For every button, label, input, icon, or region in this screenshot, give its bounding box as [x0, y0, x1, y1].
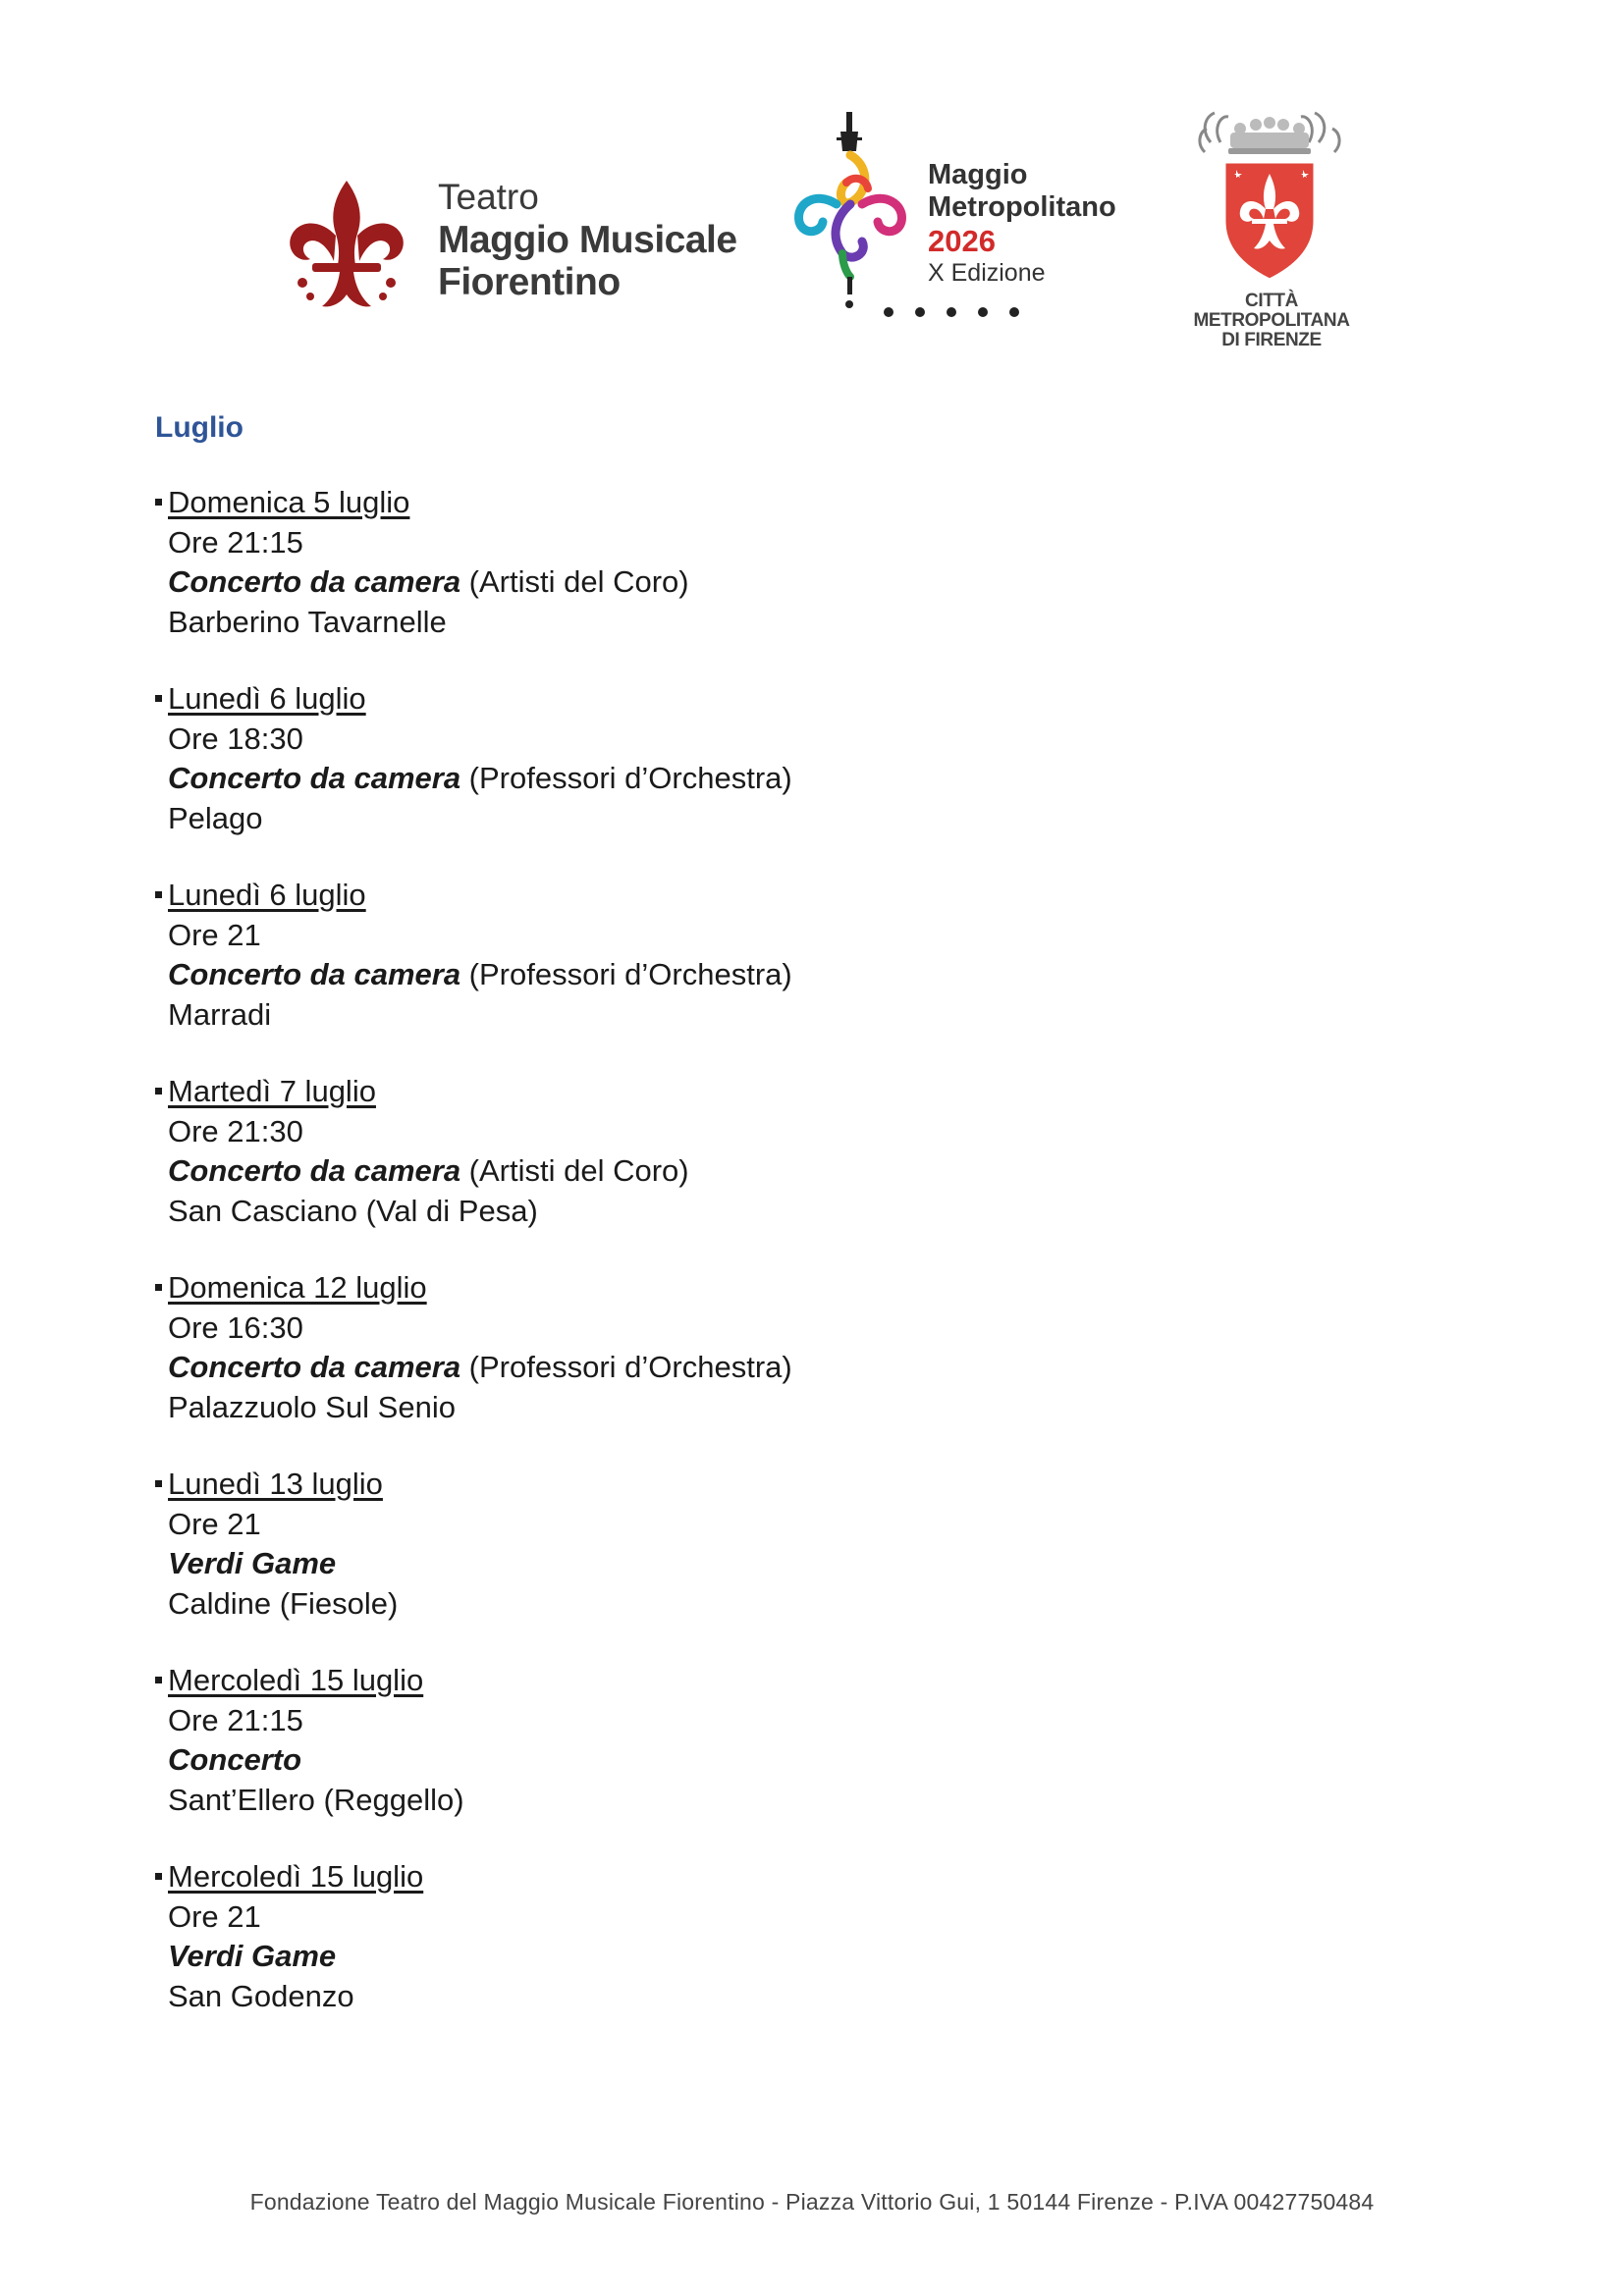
event-item: [155, 1072, 1432, 1231]
event-date: Domenica 12 luglio: [168, 1270, 427, 1305]
event-title: Concerto da camera: [168, 1350, 461, 1384]
event-time: Ore 18:30: [168, 721, 303, 756]
bullet-icon: [155, 695, 162, 702]
bullet-icon: [155, 1088, 162, 1095]
event-date-line: [155, 1465, 1432, 1505]
event-date-line: [155, 679, 1432, 720]
event-item: [155, 1661, 1432, 1820]
bullet-icon: [155, 1677, 162, 1683]
bullet-icon: [155, 891, 162, 898]
event-date-line: [155, 1072, 1432, 1112]
bullet-icon: [155, 1873, 162, 1880]
maggio-metropolitano-logo: [785, 110, 1178, 326]
event-performers: (Professori d’Orchestra): [460, 761, 792, 795]
event-time: Ore 16:30: [168, 1309, 303, 1345]
event-title: Concerto da camera: [168, 957, 461, 991]
event-date: Lunedì 6 luglio: [168, 681, 366, 716]
event-title-line: [155, 759, 1432, 799]
event-title-line: [155, 1151, 1432, 1192]
event-time: Ore 21: [168, 1506, 261, 1541]
citta-logo-line2: DI FIRENZE: [1221, 329, 1322, 350]
event-item: [155, 876, 1432, 1035]
event-title-line: [155, 1740, 1432, 1781]
content: [155, 410, 1432, 2054]
event-date-line: [155, 876, 1432, 916]
event-item: [155, 483, 1432, 642]
event-performers: (Professori d’Orchestra): [460, 1350, 792, 1384]
citta-logo-text: [1173, 292, 1370, 350]
month-heading: Luglio: [155, 411, 244, 444]
maggio-logo-edition: X Edizione: [928, 259, 1046, 287]
event-place: Barberino Tavarnelle: [168, 604, 447, 639]
event-date-line: [155, 1857, 1432, 1897]
event-performers: (Artisti del Coro): [460, 1153, 689, 1188]
maggio-logo-line1: Maggio: [928, 159, 1028, 190]
event-place: Pelago: [168, 800, 263, 835]
event-title: Concerto da camera: [168, 761, 461, 795]
bullet-icon: [155, 499, 162, 506]
event-performers: (Artisti del Coro): [460, 564, 689, 599]
violin-clef-icon: [785, 110, 923, 321]
event-place: Marradi: [168, 996, 272, 1032]
event-title: Concerto da camera: [168, 564, 461, 599]
event-item: [155, 1857, 1432, 2016]
citta-metropolitana-logo: [1173, 103, 1380, 350]
event-title: Concerto da camera: [168, 1153, 461, 1188]
citta-logo-line1: CITTÀ METROPOLITANA: [1193, 291, 1350, 331]
event-time: Ore 21:15: [168, 524, 303, 560]
event-place: San Casciano (Val di Pesa): [168, 1193, 538, 1228]
event-item: [155, 1268, 1432, 1427]
event-title-line: [155, 955, 1432, 995]
event-date-line: [155, 1268, 1432, 1308]
event-place: Sant’Ellero (Reggello): [168, 1782, 464, 1817]
event-date: Mercoledì 15 luglio: [168, 1859, 424, 1894]
event-date: Lunedì 6 luglio: [168, 878, 366, 912]
event-title-line: [155, 1348, 1432, 1388]
teatro-maggio-logo: [283, 177, 774, 324]
teatro-logo-line1: Teatro: [438, 177, 539, 217]
fleur-de-lis-icon: [283, 177, 410, 324]
header: [0, 0, 1624, 353]
teatro-logo-line3: Fiorentino: [438, 261, 621, 303]
teatro-logo-line2: Maggio Musicale: [438, 219, 737, 261]
event-time: Ore 21: [168, 1898, 261, 1934]
teatro-logo-text: [438, 179, 737, 301]
bullet-icon: [155, 1480, 162, 1487]
event-item: [155, 1465, 1432, 1624]
event-time: Ore 21: [168, 917, 261, 952]
event-item: [155, 679, 1432, 838]
coat-of-arms-icon: [1191, 103, 1348, 290]
event-place: Palazzuolo Sul Senio: [168, 1389, 456, 1424]
event-title-line: [155, 1544, 1432, 1584]
event-place: San Godenzo: [168, 1978, 354, 2013]
maggio-logo-line2: Metropolitano: [928, 191, 1116, 223]
event-date: Mercoledì 15 luglio: [168, 1663, 424, 1697]
event-performers: (Professori d’Orchestra): [460, 957, 792, 991]
event-place: Caldine (Fiesole): [168, 1585, 399, 1621]
event-date: Domenica 5 luglio: [168, 485, 410, 519]
event-date: Martedì 7 luglio: [168, 1074, 376, 1108]
event-title-line: [155, 1937, 1432, 1977]
dots-decoration: [879, 302, 1036, 322]
event-time: Ore 21:30: [168, 1113, 303, 1148]
event-date: Lunedì 13 luglio: [168, 1467, 383, 1501]
bullet-icon: [155, 1284, 162, 1291]
event-time: Ore 21:15: [168, 1702, 303, 1737]
footer: Fondazione Teatro del Maggio Musicale Fiorentino - Piazza Vittorio Gui, 1 50144 Firenze - P.IVA 00427750484: [249, 2189, 1375, 2215]
event-title-line: [155, 562, 1432, 603]
event-title: Verdi Game: [168, 1546, 337, 1580]
event-title: Concerto: [168, 1742, 302, 1777]
event-title: Verdi Game: [168, 1939, 337, 1973]
event-date-line: [155, 483, 1432, 523]
maggio-logo-year: 2026: [928, 224, 996, 258]
maggio-logo-text: [928, 161, 1116, 286]
event-date-line: [155, 1661, 1432, 1701]
